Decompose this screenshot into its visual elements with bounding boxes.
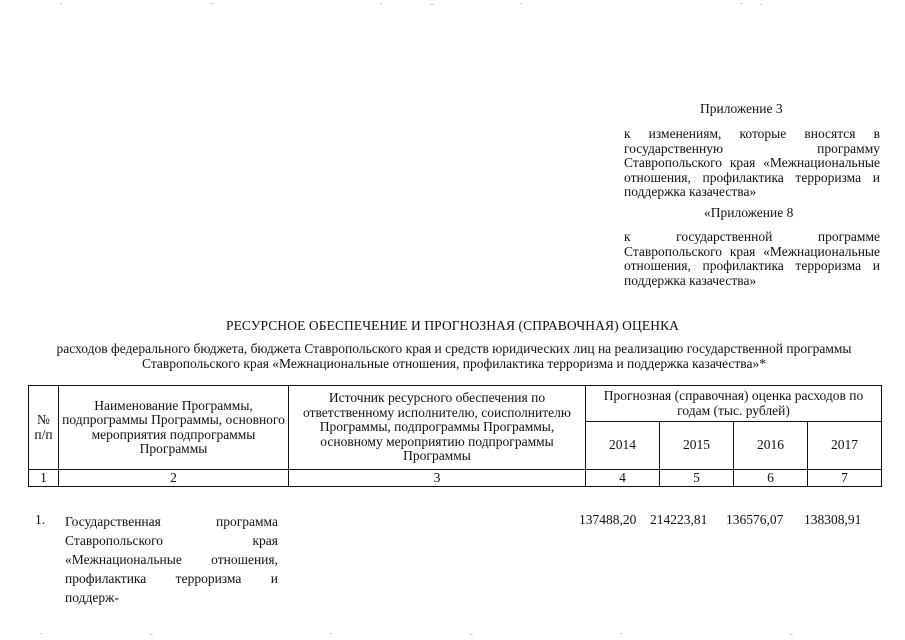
header-year: 2016 xyxy=(734,422,808,470)
header-forecast: Прогнозная (справочная) оценка расходов по годам (тыс. рублей) xyxy=(586,386,882,422)
appendix8-title: «Приложение 8 xyxy=(704,205,794,220)
appendix8-text: к государственной программе Ставропольского края «Межнациональные отношения, профилактика терроризма и поддержка казачества» xyxy=(624,229,880,288)
column-number: 4 xyxy=(586,470,660,487)
header-funding-source: Источник ресурсного обеспечения по ответственному исполнителю, соисполнителю Программы, подпрограммы Программы, основному мероприятию подпрограммы Программы xyxy=(289,386,586,470)
column-number: 6 xyxy=(734,470,808,487)
column-number: 1 xyxy=(29,470,59,487)
header-program-name: Наименование Программы, подпрограммы Программы, основного мероприятия подпрограммы Программы xyxy=(59,386,289,470)
resources-table xyxy=(28,385,882,487)
header-number: № п/п xyxy=(29,386,59,470)
row-value-2016: 136576,07 xyxy=(726,512,784,527)
column-number: 7 xyxy=(808,470,882,487)
row-program-name: Государственная программа Ставропольского края «Межнациональные отношения, профилактика терроризма и поддерж- xyxy=(65,514,278,605)
row-number: 1. xyxy=(35,512,46,527)
column-number: 3 xyxy=(289,470,586,487)
row-value-2014: 137488,20 xyxy=(579,512,637,527)
appendix3-title: Приложение 3 xyxy=(700,101,783,116)
column-number: 2 xyxy=(59,470,289,487)
document-title: РЕСУРСНОЕ ОБЕСПЕЧЕНИЕ И ПРОГНОЗНАЯ (СПРАВОЧНАЯ) ОЦЕНКА xyxy=(225,318,680,333)
column-number: 5 xyxy=(660,470,734,487)
scan-artifact-top xyxy=(0,2,905,6)
header-year: 2014 xyxy=(586,422,660,470)
row-value-2015: 214223,81 xyxy=(650,512,708,527)
document-subtitle: расходов федерального бюджета, бюджета Ставропольского края и средств юридических лиц на реализацию государственной программы Ставропольского края «Межнациональные отношения, профилактика терроризма и поддержка казачества»* xyxy=(56,341,852,371)
appendix3-text: к изменениям, которые вносятся в государственную программу Ставропольского края «Межнациональные отношения, профилактика терроризма и поддержка казачества» xyxy=(624,126,880,199)
scan-artifact-bottom xyxy=(0,632,905,636)
header-year: 2017 xyxy=(808,422,882,470)
header-year: 2015 xyxy=(660,422,734,470)
row-value-2017: 138308,91 xyxy=(804,512,862,527)
